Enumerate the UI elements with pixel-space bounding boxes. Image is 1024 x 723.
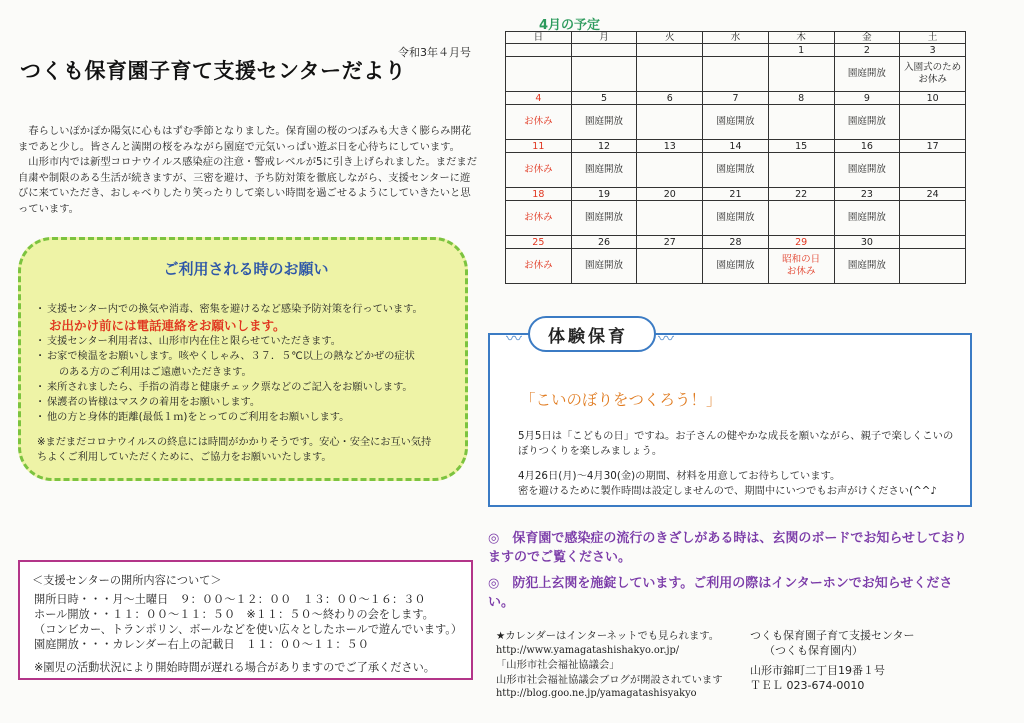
calendar-date: 11 — [506, 140, 572, 153]
calendar-date: 16 — [834, 140, 900, 153]
calendar-date: 26 — [571, 236, 637, 249]
trial-paragraph-line: 4月26日(月)～4月30(金)の期間、材料を用意してお待ちしています。 — [518, 470, 841, 482]
weekday-header: 日 — [506, 32, 572, 44]
weekday-header: 水 — [703, 32, 769, 44]
request-item: ・ 支援センター内での換気や消毒、密集を避けるなど感染予防対策を行っています。 — [37, 302, 467, 317]
calendar-date: 7 — [703, 92, 769, 105]
request-item: ・ 支援センター利用者は、山形市内在住と限らせていただきます。 — [37, 334, 467, 349]
calendar-date: 19 — [571, 188, 637, 201]
calendar-date: 23 — [834, 188, 900, 201]
calendar-event: 園庭開放 — [834, 105, 900, 140]
calendar-event — [637, 201, 703, 236]
footer-url-link[interactable]: http://www.yamagatashishakyo.or.jp/ — [496, 644, 680, 656]
calendar-date: 25 — [506, 236, 572, 249]
calendar-event — [703, 57, 769, 92]
calendar-date: 21 — [703, 188, 769, 201]
calendar-event: 園庭開放 — [834, 57, 900, 92]
calendar-date: 5 — [571, 92, 637, 105]
calendar-date: 4 — [506, 92, 572, 105]
calendar-event-row — [506, 57, 966, 92]
calendar-date — [900, 236, 966, 249]
calendar-event: 園庭開放 — [571, 201, 637, 236]
calendar-weekday-row — [506, 32, 966, 44]
calendar-event: 園庭開放 — [703, 105, 769, 140]
footer-line: ★カレンダーはインターネットでも見られます。 — [496, 630, 720, 642]
calendar-event — [768, 201, 834, 236]
request-note-line: ちよくご利用していただくために、ご協力をお願いいたします。 — [37, 452, 332, 464]
calendar-event: 園庭開放 — [834, 153, 900, 188]
request-box — [18, 237, 468, 481]
calendar-event: 昭和の日 お休み — [768, 249, 834, 284]
request-note-line: ※まだまだコロナウイルスの終息には時間がかかりそうです。安心・安全にお互い気持 — [37, 437, 432, 448]
calendar-event — [768, 57, 834, 92]
calendar-event — [900, 201, 966, 236]
calendar-body — [506, 44, 966, 284]
calendar-date-row — [506, 92, 966, 105]
calendar-event: 園庭開放 — [571, 105, 637, 140]
intro-text — [18, 124, 480, 217]
calendar-event — [571, 57, 637, 92]
calendar-date: 13 — [637, 140, 703, 153]
request-note — [37, 435, 467, 465]
org-subname: （つくも保育園内） — [764, 643, 863, 657]
calendar-event: お休み — [506, 105, 572, 140]
calendar-date: 28 — [703, 236, 769, 249]
intro-paragraph-2: 山形市内では新型コロナウイルス感染症の注意・警戒レベルが5に引き上げられました。まだまだ自粛や制限のある生活が続きますが、三密を避け、予ち防対策を徹底しながら、支援センターに遊びに来ていただき、おしゃべりしたり笑ったりして楽しい時間を過ごせるようにしていきたいと思っています。 — [18, 156, 477, 215]
calendar-event: 園庭開放 — [571, 153, 637, 188]
calendar-date: 14 — [703, 140, 769, 153]
request-item: ・ お家で検温をお願いします。咳やくしゃみ、３７．５℃以上の熱などかぜの症状 — [37, 349, 467, 364]
opening-hours-title: ＜支援センターの開所内容について＞ — [32, 574, 222, 587]
opening-hours-box — [18, 560, 473, 680]
calendar-event: 園庭開放 — [834, 201, 900, 236]
calendar-event: 園庭開放 — [703, 153, 769, 188]
org-tel: ＴＥＬ 023-674-0010 — [750, 678, 865, 692]
request-list — [37, 302, 467, 425]
wave-decoration-icon: 〰 — [506, 329, 523, 348]
opening-hours-note: ※園児の活動状況により開始時間が遅れる場合がありますのでご了承ください。 — [34, 661, 435, 674]
calendar-date: 15 — [768, 140, 834, 153]
footer-blog-link[interactable]: http://blog.goo.ne.jp/yamagatashisyakyo — [496, 688, 697, 699]
calendar-date: 18 — [506, 188, 572, 201]
request-item: ・ 他の方と身体的距離(最低１ｍ)をとってのご利用をお願いします。 — [37, 410, 467, 425]
calendar-event — [637, 249, 703, 284]
calendar-event: お休み — [506, 201, 572, 236]
trial-headline: 「こいのぼりをつくろう！」 — [520, 391, 722, 409]
calendar-event — [768, 105, 834, 140]
opening-hours-row: ホール開放・・１１：００～１１：５０ ※１１：５０～終わりの会をします。 — [34, 608, 434, 621]
issue-date: 令和3年４月号 — [398, 46, 471, 59]
calendar-event — [637, 105, 703, 140]
footer-line: 山形市社会福祉協議会ブログが開設されています — [496, 673, 723, 686]
trial-paragraph-2 — [518, 469, 968, 499]
weekday-header: 土 — [900, 32, 966, 44]
calendar-date: 30 — [834, 236, 900, 249]
weekday-header: 金 — [834, 32, 900, 44]
calendar-event: お休み — [506, 153, 572, 188]
notice-security: ◎ 防犯上玄関を施錠しています。ご利用の際はインターホンでお知らせください。 — [488, 576, 953, 610]
calendar-event: 園庭開放 — [834, 249, 900, 284]
opening-hours-row: 開所日時・・・月～土曜日 ９：００～１２：００ １３：００～１６：３０ — [34, 593, 426, 606]
calendar-event — [637, 153, 703, 188]
request-item-highlight: お出かけ前には電話連絡をお願いします。 — [49, 318, 286, 334]
calendar — [505, 31, 966, 284]
calendar-event — [900, 153, 966, 188]
calendar-event: お休み — [506, 249, 572, 284]
calendar-date: 12 — [571, 140, 637, 153]
calendar-date-row — [506, 236, 966, 249]
calendar-date: 27 — [637, 236, 703, 249]
footer-contact — [750, 629, 915, 693]
calendar-event: 入園式のため お休み — [900, 57, 966, 92]
calendar-date-row — [506, 188, 966, 201]
calendar-date: 29 — [768, 236, 834, 249]
calendar-date: 20 — [637, 188, 703, 201]
calendar-event: 園庭開放 — [703, 201, 769, 236]
calendar-event — [768, 153, 834, 188]
calendar-event-row — [506, 105, 966, 140]
calendar-date: 10 — [900, 92, 966, 105]
calendar-date: 17 — [900, 140, 966, 153]
weekday-header: 火 — [637, 32, 703, 44]
calendar-date: 2 — [834, 44, 900, 57]
org-name: つくも保育園子育て支援センター — [750, 629, 915, 642]
footer-line: 「山形市社会福祉協議会」 — [496, 659, 620, 671]
request-title: ご利用される時のお願い — [163, 260, 329, 278]
calendar-event: 園庭開放 — [703, 249, 769, 284]
calendar-date: 24 — [900, 188, 966, 201]
wave-decoration-icon: 〰 — [658, 329, 675, 348]
trial-paragraph-line: 密を避けるために製作時間は設定しませんので、期間中にいつでもお声がけください(^^♪ — [518, 485, 937, 497]
opening-hours-row: 園庭開放・・・カレンダー右上の記載日 １１：００～１１：５０ — [34, 638, 369, 651]
calendar-date: 1 — [768, 44, 834, 57]
calendar-event-row — [506, 249, 966, 284]
calendar-date: 22 — [768, 188, 834, 201]
calendar-date: 3 — [900, 44, 966, 57]
calendar-event — [637, 57, 703, 92]
request-item: ・ 来所されましたら、手指の消毒と健康チェック票などのご記入をお願いします。 — [37, 380, 467, 395]
calendar-event — [900, 105, 966, 140]
calendar-event — [506, 57, 572, 92]
calendar-event-row — [506, 201, 966, 236]
calendar-title: 4月の予定 — [539, 18, 601, 33]
trial-title: 体験保育 — [548, 327, 628, 347]
calendar-date-row — [506, 140, 966, 153]
calendar-date — [571, 44, 637, 57]
calendar-event — [900, 249, 966, 284]
footer-links — [496, 629, 723, 702]
trial-paragraph-1: 5月5日は「こどもの日」ですね。お子さんの健やかな成長を願いながら、親子で楽しくこいのぼりつくりを楽しみましょう。 — [518, 430, 954, 457]
calendar-date: 8 — [768, 92, 834, 105]
request-item: ・ 保護者の皆様はマスクの着用をお願いします。 — [37, 395, 467, 410]
notice-infection: ◎ 保育園で感染症の流行のきざしがある時は、玄関のボードでお知らせしておりますのでご覧ください。 — [488, 531, 967, 565]
calendar-date: 9 — [834, 92, 900, 105]
calendar-date — [506, 44, 572, 57]
calendar-date-row — [506, 44, 966, 57]
calendar-event-row — [506, 153, 966, 188]
request-item-continuation: のある方のご利用はご遠慮いただきます。 — [59, 366, 252, 378]
org-address: 山形市錦町二丁目19番１号 — [750, 664, 885, 677]
newsletter-title: つくも保育園子育て支援センターだより — [20, 59, 407, 83]
weekday-header: 木 — [768, 32, 834, 44]
calendar-date — [703, 44, 769, 57]
calendar-event: 園庭開放 — [571, 249, 637, 284]
opening-hours-row: （コンビカー、トランポリン、ボールなどを使い広々としたホールで遊んでいます。） — [34, 623, 463, 636]
calendar-date: 6 — [637, 92, 703, 105]
calendar-date — [637, 44, 703, 57]
weekday-header: 月 — [571, 32, 637, 44]
intro-paragraph-1: 春らしいぽかぽか陽気に心もはずむ季節となりました。保育園の桜のつぼみも大きく膨らみ開花まであと少し。皆さんと満開の桜をみながら園庭で元気いっぱい遊ぶ日を心待ちにしています。 — [18, 125, 472, 153]
